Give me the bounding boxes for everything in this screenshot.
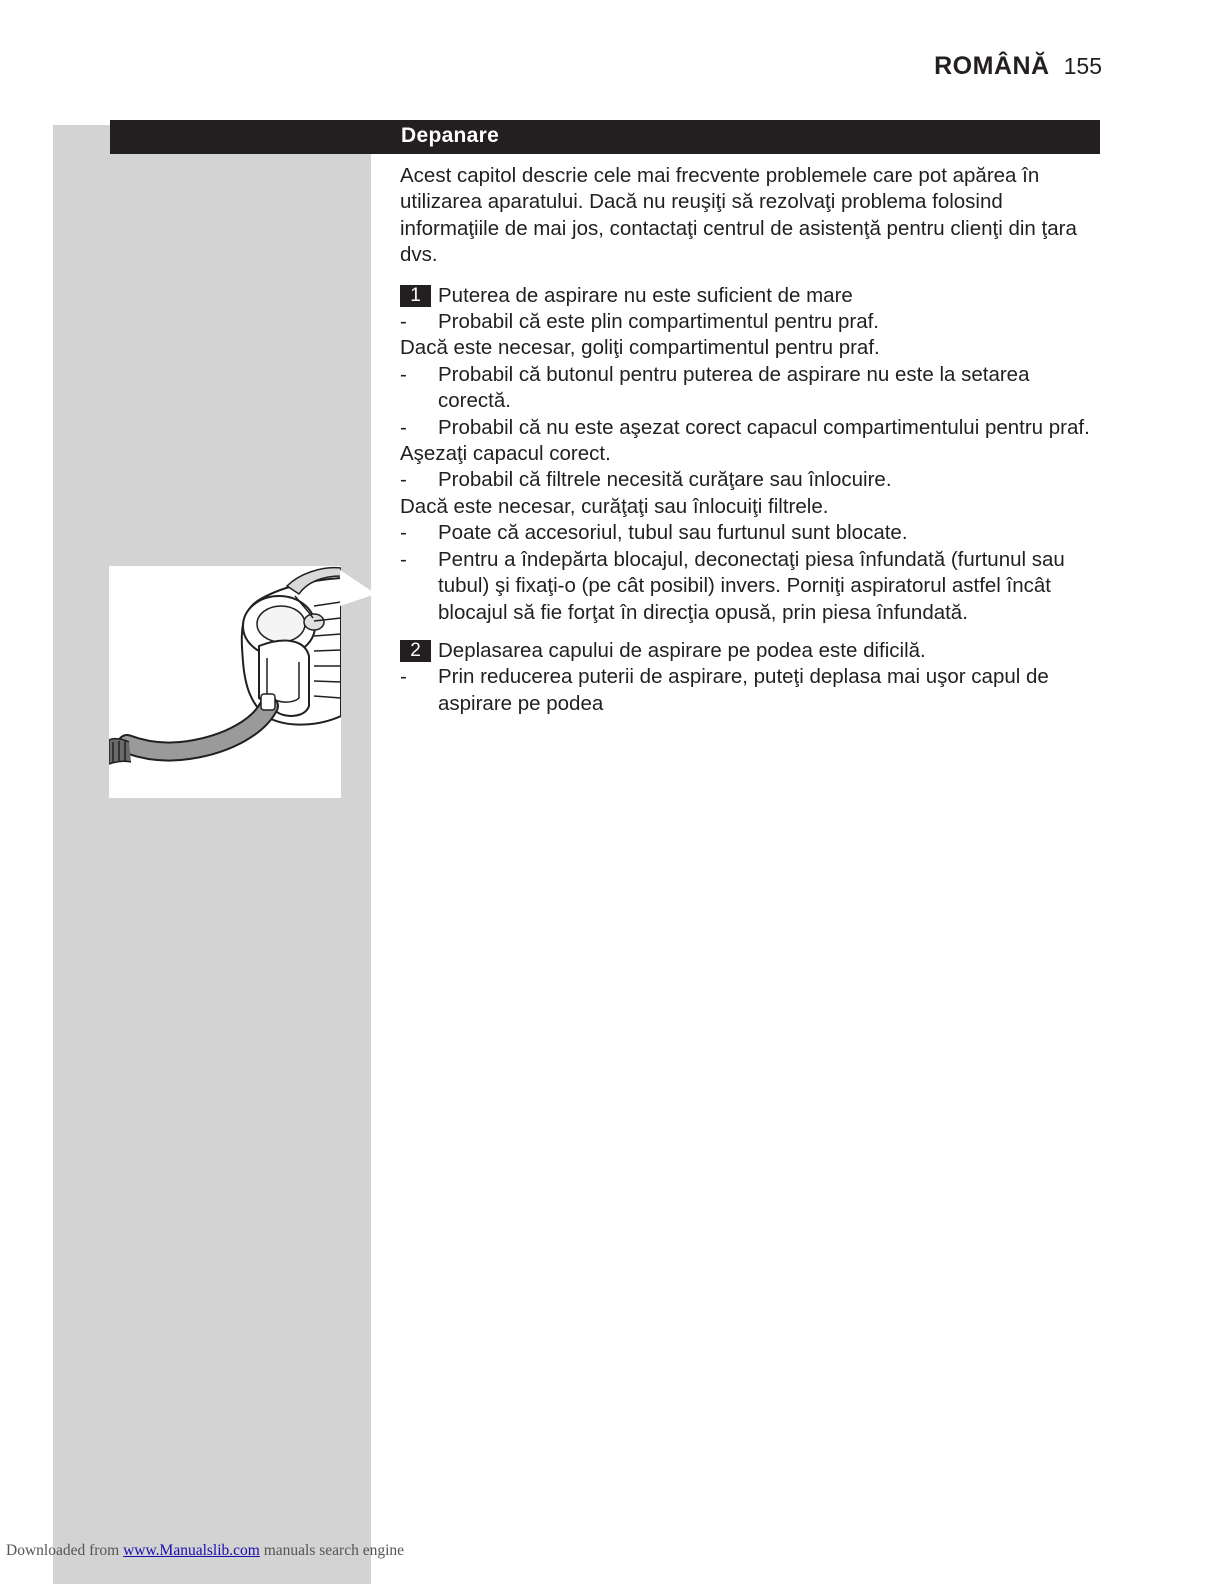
problem-number-badge: 2	[400, 640, 431, 662]
language-label: ROMÂNĂ	[934, 52, 1050, 80]
page-number: 155	[1063, 53, 1102, 79]
cause-item	[400, 415, 1105, 441]
page-header	[934, 52, 1102, 81]
section-title: Depanare	[401, 124, 500, 147]
cause-item	[400, 547, 1105, 626]
problem-heading	[400, 283, 1105, 309]
cause-text: Pentru a îndepărta blocajul, deconectaţi piesa înfundată (furtunul sau tubul) şi fixaţi-o (pe cât posibil) invers. Porniţi aspiratorul astfel încât blocajul să fie forţat în direcţia opusă, prin piesa înfundată.	[438, 547, 1065, 624]
callout-pointer	[340, 566, 376, 606]
list-dash: -	[400, 521, 407, 545]
list-dash: -	[400, 468, 407, 492]
cause-item	[400, 664, 1105, 717]
solution-text: Dacă este necesar, goliţi compartimentul pentru praf.	[400, 336, 880, 360]
problem-title: Puterea de aspirare nu este suficient de mare	[438, 283, 853, 307]
problem-number-badge: 1	[400, 285, 431, 307]
list-dash: -	[400, 362, 407, 386]
footer-prefix: Downloaded from	[6, 1542, 124, 1559]
cause-text: Prin reducerea puterii de aspirare, puteţi deplasa mai uşor capul de aspirare pe podea	[438, 665, 1049, 715]
vacuum-hose-illustration	[109, 566, 341, 798]
download-footer	[6, 1542, 404, 1560]
cause-text: Poate că accesoriul, tubul sau furtunul sunt blocate.	[438, 521, 908, 545]
solution-text: Dacă este necesar, curăţaţi sau înlocuiţi filtrele.	[400, 494, 829, 518]
problem-block	[400, 283, 1105, 626]
list-dash: -	[400, 547, 407, 571]
section-header-bar	[110, 120, 1100, 154]
cause-item	[400, 520, 1105, 546]
vacuum-hose-icon	[109, 566, 341, 798]
problem-title: Deplasarea capului de aspirare pe podea este dificilă.	[438, 638, 926, 662]
cause-text: Probabil că filtrele necesită curăţare sau înlocuire.	[438, 468, 892, 492]
troubleshooting-content	[400, 163, 1105, 717]
cause-item	[400, 467, 1105, 493]
intro-paragraph: Acest capitol descrie cele mai frecvente problemele care pot apărea în utilizarea aparatului. Dacă nu reuşiţi să rezolvaţi problema folosind informaţiile de mai jos, contactaţi centrul de asistenţă pentru clienţi din ţara dvs.	[400, 164, 1077, 267]
manualslib-link[interactable]: www.Manualslib.com	[123, 1542, 260, 1559]
cause-item	[400, 309, 1105, 335]
cause-item	[400, 362, 1105, 415]
list-dash: -	[400, 665, 407, 689]
solution-text: Aşezaţi capacul corect.	[400, 442, 611, 466]
cause-text: Probabil că nu este aşezat corect capacul compartimentului pentru praf.	[438, 415, 1090, 439]
problem-heading	[400, 638, 1105, 664]
list-dash: -	[400, 310, 407, 334]
cause-text: Probabil că butonul pentru puterea de aspirare nu este la setarea corectă.	[438, 362, 1030, 413]
footer-suffix: manuals search engine	[259, 1542, 405, 1559]
cause-text: Probabil că este plin compartimentul pentru praf.	[438, 310, 879, 334]
problem-block	[400, 638, 1105, 717]
gray-margin-column	[53, 125, 371, 1584]
list-dash: -	[400, 415, 407, 439]
